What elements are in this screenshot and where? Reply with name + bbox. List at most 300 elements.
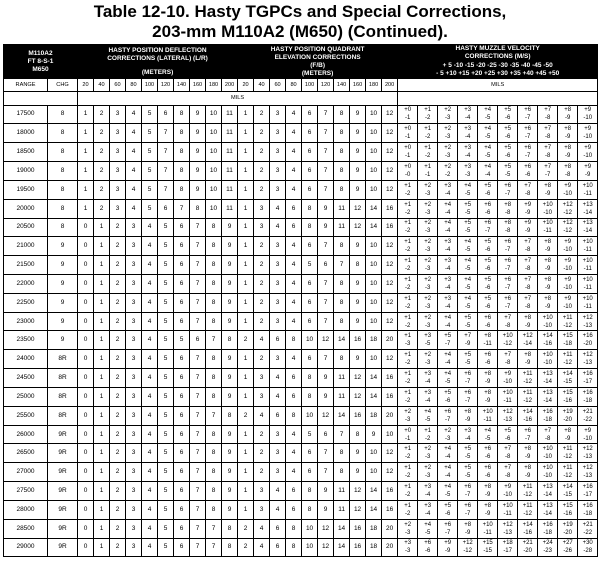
mv-cell [478, 105, 498, 124]
mv-top: +4 [424, 521, 432, 528]
table-row [4, 444, 598, 463]
mv-cell [558, 199, 578, 218]
elevation-cell: 6 [318, 425, 334, 444]
mv-bottom: -11 [583, 190, 592, 197]
deflection-cell: 4 [142, 237, 158, 256]
mv-cell [478, 406, 498, 425]
elevation-cell: 8 [334, 180, 350, 199]
mv-cell [418, 538, 438, 557]
mv-bottom: -3 [464, 171, 471, 178]
mv-bottom: -14 [543, 379, 552, 386]
deflection-cell: 6 [174, 538, 190, 557]
mv-bottom: -3 [404, 341, 411, 348]
deflection-cell: 6 [174, 519, 190, 538]
dist-header: 60 [110, 79, 126, 92]
deflection-cell: 3 [126, 538, 142, 557]
mv-top: +4 [464, 258, 472, 265]
mv-top: +9 [584, 163, 592, 170]
range-cell: 24000 [4, 350, 48, 369]
mv-bottom: -5 [464, 454, 471, 461]
mv-top: +1 [404, 352, 412, 359]
elevation-cell: 1 [238, 162, 254, 181]
mv-top: +5 [464, 220, 472, 227]
mv-bottom: -9 [484, 397, 491, 404]
mv-top: +7 [504, 465, 512, 472]
mv-top: +5 [464, 446, 472, 453]
deflection-cell: 2 [110, 425, 126, 444]
mv-bottom: -9 [524, 322, 531, 329]
mv-bottom: -11 [503, 510, 512, 517]
mv-top: +19 [562, 408, 573, 415]
mv-top: +8 [524, 314, 532, 321]
mv-bottom: -3 [424, 190, 431, 197]
mv-top: +15 [482, 540, 493, 547]
table-row [4, 331, 598, 350]
range-cell: 24500 [4, 369, 48, 388]
mv-cell [458, 124, 478, 143]
elevation-cell: 10 [366, 237, 382, 256]
chg-cell: 8R [48, 387, 78, 406]
mv-bottom: -10 [543, 322, 552, 329]
mv-cell [458, 218, 478, 237]
mv-top: +2 [404, 521, 412, 528]
mv-cell [438, 199, 458, 218]
chg-cell: 9 [48, 312, 78, 331]
deflection-cell: 5 [158, 482, 174, 501]
mv-cell [578, 199, 598, 218]
mv-cell [498, 350, 518, 369]
deflection-cell: 8 [206, 274, 222, 293]
mv-cell [558, 331, 578, 350]
chg-cell: 8R [48, 406, 78, 425]
mv-bottom: -10 [563, 247, 572, 254]
mv-cell [458, 331, 478, 350]
mv-top: +15 [562, 389, 573, 396]
mv-cell [558, 538, 578, 557]
mv-cell [418, 519, 438, 538]
chg-cell: 9R [48, 444, 78, 463]
dist-header: 20 [238, 79, 254, 92]
mv-top: +11 [562, 465, 573, 472]
table-row [4, 180, 598, 199]
mv-top: +8 [484, 333, 492, 340]
elevation-cell: 12 [382, 162, 398, 181]
dist-header: 100 [302, 79, 318, 92]
mv-top: +13 [582, 201, 593, 208]
deflection-cell: 5 [142, 180, 158, 199]
elevation-cell: 10 [366, 312, 382, 331]
deflection-cell: 3 [126, 463, 142, 482]
elevation-cell: 9 [318, 500, 334, 519]
deflection-cell: 4 [142, 387, 158, 406]
mv-bottom: -4 [444, 473, 451, 480]
elevation-cell: 6 [302, 312, 318, 331]
mv-bottom: -20 [563, 529, 572, 536]
elevation-cell: 6 [286, 369, 302, 388]
mv-bottom: -9 [544, 284, 551, 291]
elevation-cell: 9 [350, 143, 366, 162]
elevation-cell: 1 [238, 199, 254, 218]
mv-bottom: -11 [503, 397, 512, 404]
elevation-cell: 12 [382, 180, 398, 199]
deflection-cell: 6 [174, 274, 190, 293]
elevation-cell: 12 [382, 312, 398, 331]
deflection-cell: 7 [158, 162, 174, 181]
elevation-cell: 8 [334, 237, 350, 256]
mv-cell [498, 519, 518, 538]
mv-top: +1 [404, 371, 412, 378]
deflection-cell: 1 [94, 406, 110, 425]
elevation-cell: 1 [238, 274, 254, 293]
mv-top: +3 [464, 427, 472, 434]
deflection-cell: 1 [94, 237, 110, 256]
mv-top: +11 [562, 314, 573, 321]
elevation-cell: 4 [254, 406, 270, 425]
mv-bottom: -6 [484, 303, 491, 310]
mv-cell [398, 369, 418, 388]
table-row [4, 350, 598, 369]
mv-top: +4 [484, 107, 492, 114]
elevation-cell: 6 [302, 180, 318, 199]
deflection-cell: 4 [126, 143, 142, 162]
dist-header: 200 [382, 79, 398, 92]
mv-top: +6 [484, 314, 492, 321]
mv-bottom: -6 [504, 153, 511, 160]
elevation-cell: 14 [366, 218, 382, 237]
deflection-cell: 2 [110, 237, 126, 256]
elevation-cell: 8 [334, 463, 350, 482]
mv-cell [498, 331, 518, 350]
mv-cell [518, 180, 538, 199]
elevation-cell: 4 [270, 369, 286, 388]
mv-top: +6 [464, 484, 472, 490]
elevation-cell: 9 [350, 237, 366, 256]
elevation-cell: 9 [350, 124, 366, 143]
mv-top: +2 [444, 107, 452, 114]
deflection-cell: 4 [126, 199, 142, 218]
mv-top: +16 [582, 484, 593, 490]
deflection-cell: 2 [110, 538, 126, 557]
elevation-cell: 4 [270, 500, 286, 519]
elevation-cell: 2 [254, 256, 270, 275]
mv-top: +10 [542, 465, 553, 472]
mv-cell [498, 124, 518, 143]
mv-cell [558, 369, 578, 388]
elevation-cell: 16 [382, 199, 398, 218]
deflection-cell: 5 [142, 162, 158, 181]
elevation-cell: 4 [270, 482, 286, 501]
deflection-cell: 5 [142, 105, 158, 124]
mv-top: +5 [444, 502, 452, 509]
mv-top: +2 [444, 427, 452, 434]
mv-top: +8 [564, 145, 572, 152]
mv-top: +6 [524, 126, 532, 133]
mv-top: +1 [404, 465, 412, 472]
mv-top: +15 [562, 502, 573, 509]
mv-top: +16 [542, 521, 553, 528]
mv-cell [538, 199, 558, 218]
elevation-cell: 11 [334, 218, 350, 237]
deflection-cell: 1 [94, 519, 110, 538]
mv-top: +1 [424, 107, 432, 114]
mv-cell [538, 237, 558, 256]
elevation-cell: 11 [334, 482, 350, 501]
mv-top: +8 [484, 484, 492, 490]
deflection-cell: 6 [174, 482, 190, 501]
mv-top: +9 [584, 126, 592, 133]
deflection-cell: 1 [94, 425, 110, 444]
deflection-cell: 9 [190, 105, 206, 124]
ft-line-2: FT 8-S-1 [27, 57, 54, 65]
mv-cell [518, 500, 538, 519]
mv-cell [498, 444, 518, 463]
mv-top: +3 [444, 258, 452, 265]
elevation-cell: 4 [286, 463, 302, 482]
elevation-cell: 3 [270, 444, 286, 463]
mv-bottom: -7 [504, 190, 511, 197]
title-line-1: Table 12-10. Hasty TGPCs and Special Corrections, [93, 2, 507, 21]
mv-bottom: -3 [424, 322, 431, 329]
mv-cell [438, 105, 458, 124]
deflection-cell: 9 [222, 218, 238, 237]
mv-top: +4 [444, 201, 452, 208]
mv-bottom: -5 [464, 322, 471, 329]
deflection-cell: 1 [78, 180, 94, 199]
range-cell: 29000 [4, 538, 48, 557]
dist-header: 120 [158, 79, 174, 92]
range-cell: 28000 [4, 500, 48, 519]
deflection-cell: 5 [158, 350, 174, 369]
mv-cell [438, 256, 458, 275]
mv-cell [538, 105, 558, 124]
mv-bottom: -18 [583, 397, 593, 404]
mv-cell [538, 482, 558, 501]
dist-header: 120 [318, 79, 334, 92]
table-row [4, 218, 598, 237]
chg-cell: 8R [48, 369, 78, 388]
mv-bottom: -12 [523, 492, 532, 498]
mv-top: +1 [404, 220, 412, 227]
elevation-cell: 6 [286, 199, 302, 218]
elevation-cell: 12 [350, 500, 366, 519]
mv-cell [538, 274, 558, 293]
mv-bottom: -10 [583, 134, 593, 141]
deflection-cell: 2 [94, 105, 110, 124]
deflection-line-1: HASTY POSITION DEFLECTION [108, 46, 207, 54]
mv-cell [558, 463, 578, 482]
mv-cell [418, 482, 438, 501]
mv-cell [538, 312, 558, 331]
mv-bottom: -5 [464, 190, 471, 197]
muzzle-line-2: CORRECTIONS (M/S) [464, 53, 531, 60]
mv-top: +8 [564, 427, 572, 434]
elevation-cell: 1 [238, 350, 254, 369]
elevation-cell: 4 [270, 387, 286, 406]
mv-cell [418, 312, 438, 331]
elevation-cell: 4 [286, 162, 302, 181]
mv-top: +4 [444, 465, 452, 472]
elevation-cell: 9 [318, 199, 334, 218]
deflection-cell: 0 [78, 444, 94, 463]
mv-bottom: -4 [464, 153, 471, 160]
mv-top: +0 [404, 427, 412, 434]
mv-cell [498, 406, 518, 425]
mv-bottom: -12 [563, 228, 572, 235]
mv-cell [458, 256, 478, 275]
range-cell: 20500 [4, 218, 48, 237]
mv-cell [538, 350, 558, 369]
deflection-cell: 4 [142, 463, 158, 482]
mv-top: +8 [544, 182, 552, 189]
mv-cell [558, 312, 578, 331]
mv-bottom: -5 [444, 379, 451, 386]
mv-cell [578, 274, 598, 293]
mv-bottom: -8 [524, 266, 531, 273]
mv-bottom: -9 [524, 209, 531, 216]
mv-cell [478, 331, 498, 350]
mils-header: MILS [78, 92, 398, 105]
mv-cell [398, 105, 418, 124]
deflection-cell: 8 [222, 519, 238, 538]
mv-top: +11 [522, 389, 533, 396]
mv-cell [418, 425, 438, 444]
mv-cell [398, 162, 418, 181]
elevation-cell: 12 [382, 293, 398, 312]
mv-top: +6 [484, 201, 492, 208]
mv-bottom: -5 [464, 303, 471, 310]
mv-top: +8 [564, 163, 572, 170]
elevation-cell: 6 [270, 538, 286, 557]
mv-bottom: -14 [543, 492, 552, 498]
mv-top: +6 [504, 239, 512, 246]
deflection-cell: 0 [78, 538, 94, 557]
table-row [4, 519, 598, 538]
mv-top: +1 [424, 126, 432, 133]
elevation-cell: 6 [302, 143, 318, 162]
mv-top: +1 [404, 239, 412, 246]
mv-bottom: -6 [484, 360, 491, 367]
elevation-cell: 1 [238, 105, 254, 124]
chg-cell: 9 [48, 237, 78, 256]
mv-cell [418, 444, 438, 463]
elevation-cell: 4 [286, 180, 302, 199]
mv-cell [398, 237, 418, 256]
mv-bottom: -12 [463, 548, 472, 555]
mv-bottom: -3 [444, 134, 451, 141]
mv-top: +1 [404, 333, 412, 340]
deflection-cell: 7 [206, 519, 222, 538]
mv-top: +1 [404, 295, 412, 302]
mv-top: +10 [542, 201, 553, 208]
deflection-cell: 7 [190, 500, 206, 519]
elevation-cell: 1 [238, 444, 254, 463]
mv-top: +2 [444, 163, 452, 170]
mv-bottom: -2 [404, 397, 411, 404]
deflection-cell: 7 [190, 293, 206, 312]
deflection-cell: 5 [158, 387, 174, 406]
mv-cell [578, 482, 598, 501]
deflection-cell: 10 [206, 124, 222, 143]
dist-header: 160 [190, 79, 206, 92]
mv-cell [398, 293, 418, 312]
elevation-cell: 3 [270, 463, 286, 482]
range-cell: 21000 [4, 237, 48, 256]
mv-bottom: -4 [424, 397, 431, 404]
mv-bottom: -0 [404, 171, 411, 178]
elevation-cell: 20 [382, 331, 398, 350]
deflection-cell: 2 [110, 218, 126, 237]
mv-bottom: -7 [504, 247, 511, 254]
mv-bottom: -7 [464, 492, 471, 498]
table-row [4, 293, 598, 312]
mv-cell [418, 293, 438, 312]
mv-cell [418, 180, 438, 199]
mv-bottom: -13 [503, 529, 512, 536]
mv-cell [578, 124, 598, 143]
mv-cell [558, 425, 578, 444]
mv-cell [518, 256, 538, 275]
deflection-cell: 2 [110, 293, 126, 312]
elevation-cell: 12 [382, 256, 398, 275]
mv-bottom: -8 [544, 134, 551, 141]
mv-top: +5 [504, 107, 512, 114]
mv-cell [518, 293, 538, 312]
elevation-cell: 8 [302, 482, 318, 501]
mv-top: +13 [542, 484, 553, 490]
mv-cell [478, 124, 498, 143]
mv-bottom: -5 [464, 247, 471, 254]
elevation-cell: 8 [302, 369, 318, 388]
mv-top: +7 [544, 163, 552, 170]
deflection-cell: 8 [174, 180, 190, 199]
dist-header: 160 [350, 79, 366, 92]
deflection-cell: 3 [110, 162, 126, 181]
mv-bottom: -10 [543, 454, 552, 461]
mv-top: +6 [504, 258, 512, 265]
mv-top: +7 [524, 239, 532, 246]
mv-top: +9 [504, 484, 512, 490]
mv-top: +3 [464, 107, 472, 114]
mv-cell [458, 406, 478, 425]
dist-header: 60 [270, 79, 286, 92]
range-cell: 25000 [4, 387, 48, 406]
mv-cell [438, 369, 458, 388]
elevation-cell: 9 [350, 162, 366, 181]
deflection-cell: 9 [222, 237, 238, 256]
elevation-cell: 7 [318, 105, 334, 124]
mv-cell [498, 105, 518, 124]
chg-cell: 9R [48, 519, 78, 538]
dist-header: 40 [254, 79, 270, 92]
mv-cell [538, 463, 558, 482]
dist-header: 100 [142, 79, 158, 92]
deflection-cell: 7 [206, 406, 222, 425]
elevation-cell: 8 [334, 143, 350, 162]
mv-bottom: -7 [444, 529, 451, 536]
mv-bottom: -12 [523, 397, 532, 404]
mv-top: +3 [444, 276, 452, 283]
mv-bottom: -2 [404, 247, 411, 254]
elevation-cell: 10 [366, 105, 382, 124]
mv-top: +4 [444, 314, 452, 321]
mv-cell [478, 293, 498, 312]
mv-cell [498, 482, 518, 501]
mv-bottom: -20 [583, 341, 593, 348]
mv-cell [538, 143, 558, 162]
elevation-cell: 10 [366, 162, 382, 181]
mv-bottom: -9 [444, 548, 451, 555]
mv-cell [498, 369, 518, 388]
